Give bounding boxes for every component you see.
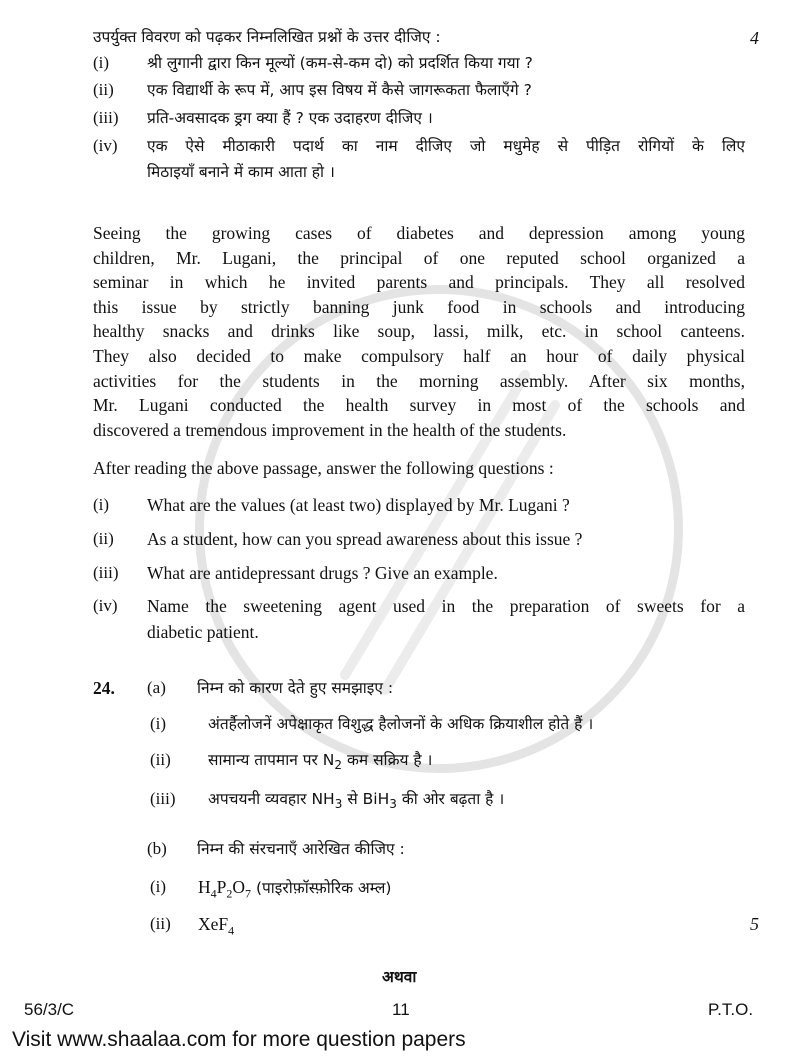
- item-num: (ii): [150, 750, 171, 769]
- hindi-item-cont: मिठाइयाँ बनाने में काम आता हो ।: [147, 163, 335, 181]
- hindi-item: एक विद्यार्थी के रूप में, आप इस विषय में कैसे जागरूकता फैलाएँगे ?: [147, 81, 532, 99]
- item-num: (ii): [150, 914, 171, 933]
- passage-line: this issue by strictly banning junk food in schools and introducing: [93, 296, 745, 317]
- passage-line: healthy snacks and drinks like soup, lassi, milk, etc. in school canteens.: [93, 321, 745, 342]
- formula-h4p2o7: $H_4P_2O_7$ (पाइरोफ़ॉस्फ़ोरिक अम्ल): [198, 877, 392, 901]
- item-num: (iii): [150, 789, 176, 808]
- english-item-cont: diabetic patient.: [147, 622, 259, 642]
- part-b-text: निम्न की संरचनाएँ आरेखित कीजिए :: [197, 840, 405, 858]
- or-label: अथवा: [382, 968, 417, 986]
- item-num: (iii): [93, 108, 119, 127]
- hindi-intro: उपर्युक्त विवरण को पढ़कर निम्नलिखित प्रश्नों के उत्तर दीजिए :: [93, 28, 441, 46]
- formula-xef4: XeF$_4$: [198, 914, 235, 938]
- item-num: (i): [93, 53, 110, 72]
- item-num: (iii): [93, 563, 119, 582]
- english-item: What are antidepressant drugs ? Give an example.: [147, 563, 498, 583]
- part-label: (b): [147, 839, 167, 858]
- part-a-item: अंतर्हैलोजनें अपेक्षाकृत विशुद्ध हैलोजनों के अधिक क्रियाशील होते हैं ।: [208, 715, 594, 733]
- item-num: (i): [150, 877, 167, 896]
- marks-4: 4: [750, 28, 759, 48]
- paper-code: 56/3/C: [24, 1000, 75, 1019]
- passage-line: children, Mr. Lugani, the principal of one reputed school organized a: [93, 247, 745, 268]
- part-a-item: सामान्य तापमान पर $N_2$ कम सक्रिय है ।: [208, 751, 433, 773]
- item-num: (iv): [93, 596, 118, 615]
- item-num: (i): [150, 714, 167, 733]
- passage-line: discovered a tremendous improvement in the health of the students.: [93, 419, 567, 440]
- english-item: What are the values (at least two) displayed by Mr. Lugani ?: [147, 495, 570, 515]
- item-num: (iv): [93, 136, 118, 155]
- passage-line: They also decided to make compulsory half an hour of daily physical: [93, 346, 745, 366]
- passage-line: seminar in which he invited parents and principals. They all resolved: [93, 272, 745, 293]
- passage-line: Mr. Lugani conducted the health survey in most of the schools and: [93, 395, 745, 416]
- part-label: (a): [147, 678, 166, 697]
- item-num: (i): [93, 495, 110, 514]
- english-item: As a student, how can you spread awareness about this issue ?: [147, 529, 583, 549]
- hindi-item: एक ऐसे मीठाकारी पदार्थ का नाम दीजिए जो मधुमेह से पीड़ित रोगियों के लिए: [147, 137, 745, 155]
- passage-line: Seeing the growing cases of diabetes and depression among young: [93, 223, 745, 243]
- part-a-text: निम्न को कारण देते हुए समझाइए :: [197, 679, 394, 697]
- english-item: Name the sweetening agent used in the preparation of sweets for a: [147, 596, 745, 616]
- passage-line: activities for the students in the morning assembly. After six months,: [93, 370, 745, 391]
- visit-link[interactable]: Visit www.shaalaa.com for more question papers: [12, 1028, 466, 1051]
- item-num: (ii): [93, 529, 114, 548]
- english-intro: After reading the above passage, answer the following questions :: [93, 458, 554, 478]
- question-number: 24.: [93, 678, 115, 698]
- pto: P.T.O.: [708, 1000, 754, 1019]
- hindi-item: श्री लुगानी द्वारा किन मूल्यों (कम-से-कम दो) को प्रदर्शित किया गया ?: [147, 54, 533, 72]
- hindi-item: प्रति-अवसादक ड्रग क्या हैं ? एक उदाहरण दीजिए ।: [147, 109, 433, 127]
- marks-5: 5: [750, 914, 759, 934]
- item-num: (ii): [93, 80, 114, 99]
- part-a-item: अपचयनी व्यवहार $NH_3$ से BiH$_3$ की ओर बढ़ता है ।: [208, 790, 505, 812]
- page-number: 11: [392, 1000, 410, 1019]
